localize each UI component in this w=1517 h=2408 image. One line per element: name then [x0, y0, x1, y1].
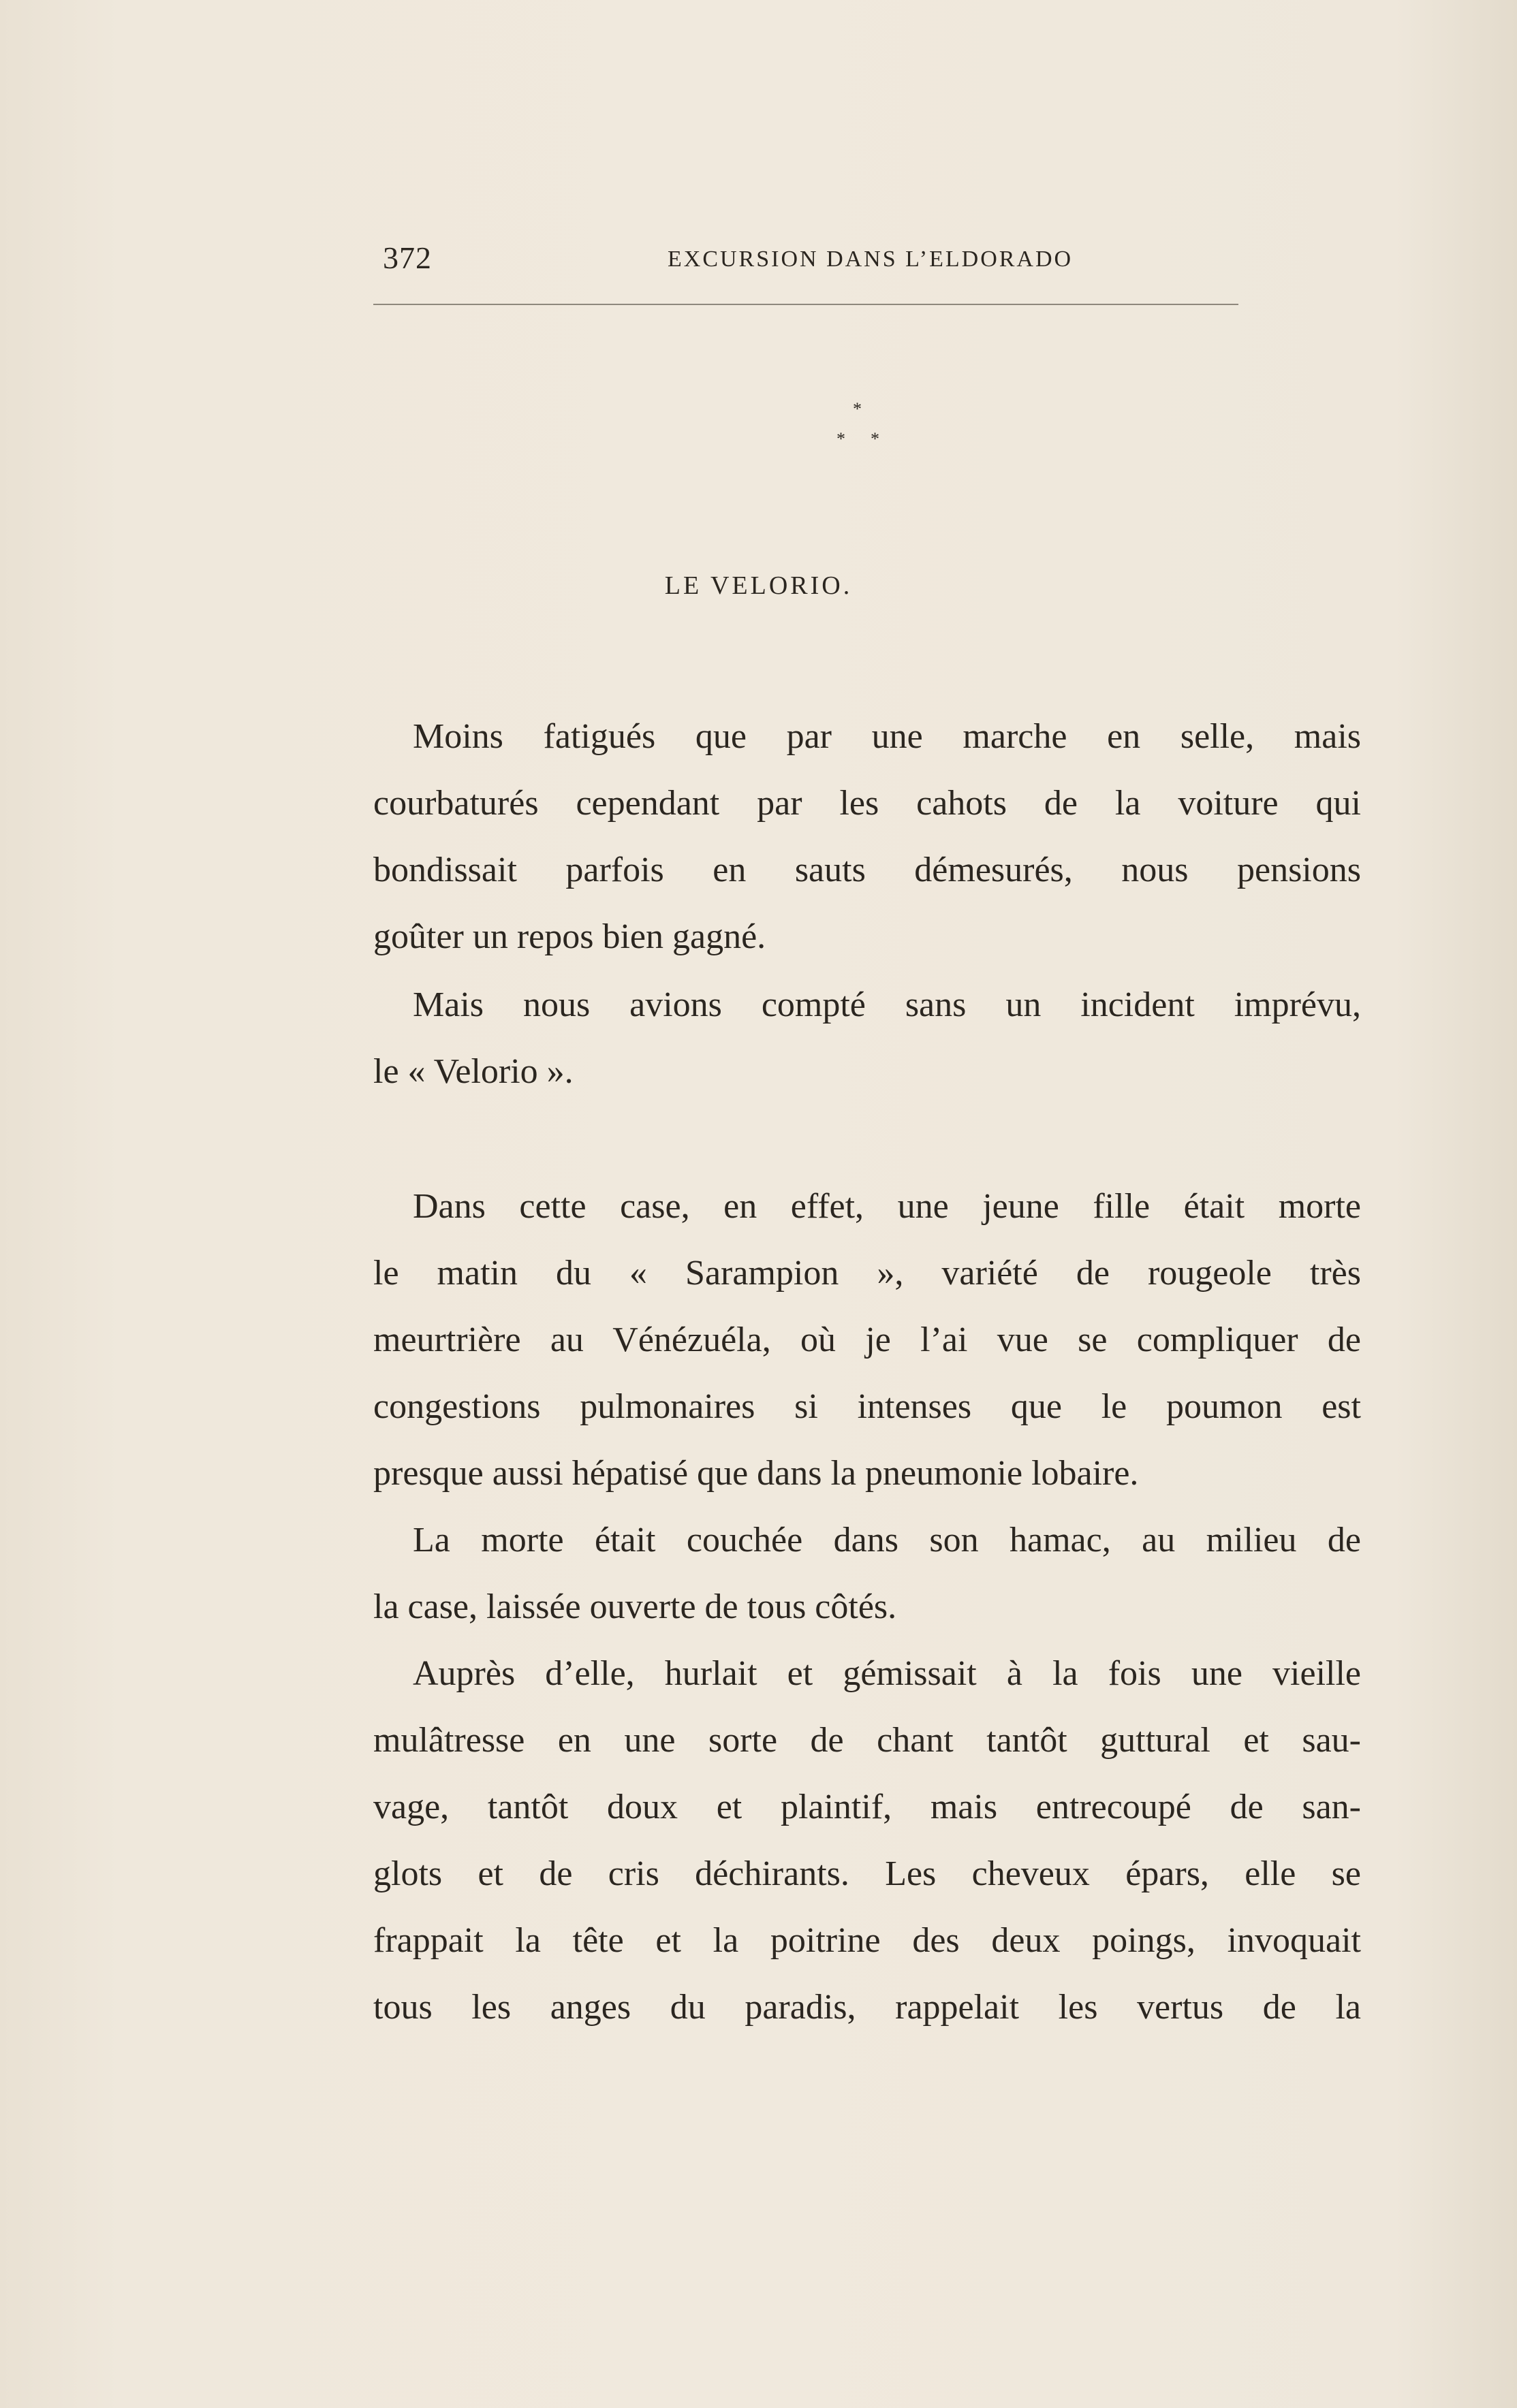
- text-line: courbaturés cependant par les cahots de la voiture qui: [373, 784, 1361, 823]
- text-line: le matin du « Sarampion », variété de rougeole très: [373, 1254, 1361, 1293]
- page-header: [373, 240, 1362, 281]
- text-line: tous les anges du paradis, rappelait les vertus de la: [373, 1988, 1361, 2027]
- section-title: LE VELORIO.: [664, 571, 853, 600]
- text-line: bondissait parfois en sauts démesurés, nous pensions: [373, 851, 1361, 889]
- text-line: Auprès d’elle, hurlait et gémissait à la fois une vieille: [413, 1654, 1361, 1693]
- text-line: mulâtresse en une sorte de chant tantôt guttural et sau-: [373, 1721, 1361, 1760]
- text-line: Mais nous avions compté sans un incident imprévu,: [413, 985, 1361, 1024]
- text-line: presque aussi hépatisé que dans la pneumonie lobaire.: [373, 1454, 1139, 1493]
- text-line: goûter un repos bien gagné.: [373, 917, 766, 956]
- text-line: vage, tantôt doux et plaintif, mais entrecoupé de san-: [373, 1788, 1361, 1826]
- running-title: EXCURSION DANS L’ELDORADO: [668, 247, 1074, 272]
- text-line: frappait la tête et la poitrine des deux poings, invoquait: [373, 1921, 1361, 1960]
- asterism-star: *: [871, 429, 879, 449]
- text-line: Dans cette case, en effet, une jeune fille était morte: [413, 1187, 1361, 1226]
- page-number: 372: [383, 240, 432, 275]
- header-rule: [373, 304, 1238, 305]
- text-line: glots et de cris déchirants. Les cheveux épars, elle se: [373, 1854, 1361, 1893]
- asterism-star: *: [836, 429, 845, 449]
- text-line: congestions pulmonaires si intenses que le poumon est: [373, 1387, 1361, 1426]
- text-line: meurtrière au Vénézuéla, où je l’ai vue se compliquer de: [373, 1320, 1361, 1359]
- text-line: La morte était couchée dans son hamac, au milieu de: [413, 1521, 1361, 1559]
- asterism-star: *: [853, 399, 862, 419]
- asterism-ornament: [817, 400, 899, 455]
- text-line: Moins fatigués que par une marche en selle, mais: [413, 717, 1361, 756]
- text-line: le « Velorio ».: [373, 1052, 574, 1091]
- text-line: la case, laissée ouverte de tous côtés.: [373, 1587, 897, 1626]
